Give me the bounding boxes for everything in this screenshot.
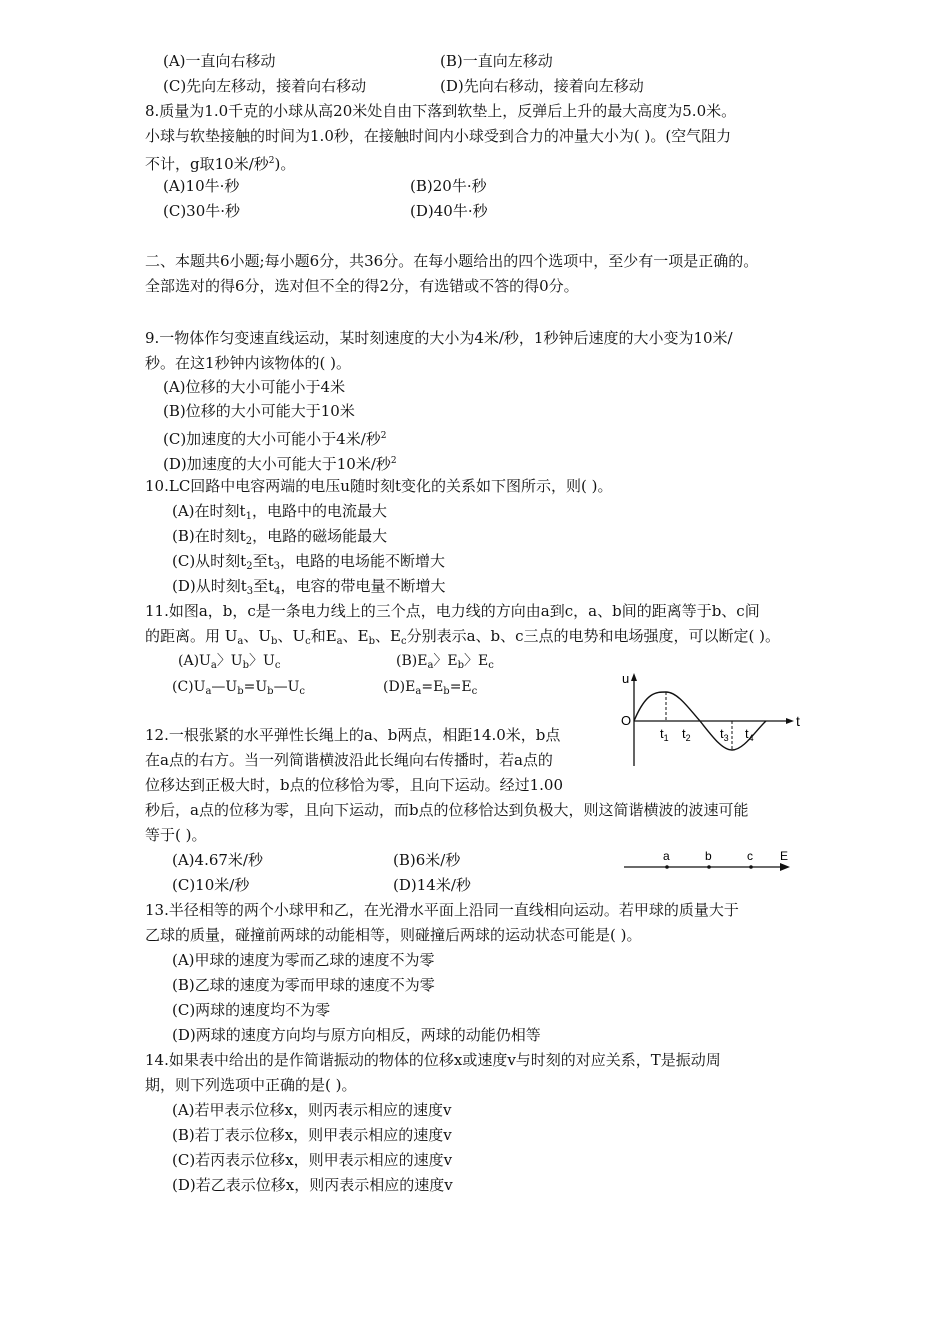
q9-option-d: (D)加速度的大小可能大于10米/秒$^2$ [163, 455, 397, 473]
field-line-arrow [780, 863, 790, 871]
q10-option-d: (D)从时刻$t_3$至$t_4$，电容的带电量不断增大 [172, 577, 446, 597]
q10-line-1: 10.LC回路中电容两端的电压u随时刻t变化的关系如下图所示，则( )。 [145, 477, 613, 495]
q13-option-d: (D)两球的速度方向均与原方向相反，两球的动能仍相等 [172, 1026, 541, 1044]
q12-option-b: (B)6米/秒 [393, 851, 461, 869]
q11-option-b: $(B)E_a$〉$E_b$〉$E_c$ [396, 653, 494, 671]
label-t: t [796, 713, 800, 729]
q12-line-1: 12.一根张紧的水平弹性长绳上的a、b两点，相距14.0米，b点 [145, 726, 561, 744]
label-c: c [747, 849, 753, 863]
q7-option-c: (C)先向左移动，接着向右移动 [163, 77, 367, 95]
q8-option-a: (A)10牛·秒 [163, 177, 240, 195]
q11-option-a: $(A)U_a$〉$U_b$〉$U_c$ [178, 653, 281, 671]
q14-option-a: (A)若甲表示位移x，则丙表示相应的速度v [172, 1101, 452, 1119]
q8-option-d: (D)40牛·秒 [410, 202, 488, 220]
section2-line-1: 二、本题共6小题;每小题6分，共36分。在每小题给出的四个选项中，至少有一项是正确的。 [145, 252, 759, 270]
label-t3: $t_3$ [720, 726, 729, 743]
label-t4: $t_4$ [745, 726, 754, 743]
label-a: a [663, 849, 670, 863]
q9-option-a: (A)位移的大小可能小于4米 [163, 378, 346, 396]
section2-line-2: 全部选对的得6分，选对但不全的得2分，有选错或不答的得0分。 [145, 277, 579, 295]
q12-line-4: 秒后，a点的位移为零，且向下运动，而b点的位移恰达到负极大，则这简谐横波的波速可能 [145, 801, 749, 819]
u-t-waveform-figure [616, 670, 806, 770]
q8-line-3: 不计，g取10米/秒$^2$)。 [145, 155, 296, 173]
q14-option-d: (D)若乙表示位移x，则丙表示相应的速度v [172, 1176, 453, 1194]
q11-line-2: 的距离。用 $U_a$、$U_b$、$U_c$和$E_a$、$E_b$、$E_c$分别表示a、b、c三点的电势和电场强度，可以断定( )。 [145, 627, 780, 647]
q8-option-c: (C)30牛·秒 [163, 202, 241, 220]
label-o: O [621, 713, 632, 728]
label-b: b [705, 849, 712, 863]
point-c [749, 865, 753, 869]
q13-line-2: 乙球的质量，碰撞前两球的动能相等，则碰撞后两球的运动状态可能是( )。 [145, 926, 642, 944]
q12-option-a: (A)4.67米/秒 [172, 851, 263, 869]
q9-option-b: (B)位移的大小可能大于10米 [163, 402, 355, 420]
q12-option-d: (D)14米/秒 [393, 876, 471, 894]
q8-option-b: (B)20牛·秒 [410, 177, 487, 195]
q12-option-c: (C)10米/秒 [172, 876, 250, 894]
electric-field-line-figure [620, 842, 800, 876]
t-axis-arrow [786, 718, 794, 724]
q10-option-c: (C)从时刻$t_2$至$t_3$，电路的电场能不断增大 [172, 552, 446, 572]
label-u: u [622, 671, 630, 686]
q14-line-2: 期，则下列选项中正确的是( )。 [145, 1076, 357, 1094]
q7-option-b: (B)一直向左移动 [440, 52, 553, 70]
q14-option-b: (B)若丁表示位移x，则甲表示相应的速度v [172, 1126, 452, 1144]
point-a [665, 865, 669, 869]
q8-line-1: 8.质量为1.0千克的小球从高20米处自由下落到软垫上，反弹后上升的最大高度为5.0米。 [145, 102, 737, 120]
q9-line-2: 秒。在这1秒钟内该物体的( )。 [145, 354, 352, 372]
q12-line-2: 在a点的右方。当一列简谐横波沿此长绳向右传播时，若a点的 [145, 751, 553, 769]
q11-option-d: $(D)E_a=E_b=E_c$ [383, 679, 478, 697]
q14-line-1: 14.如果表中给出的是作简谐振动的物体的位移x或速度v与时刻的对应关系，T是振动周 [145, 1051, 721, 1069]
q13-option-c: (C)两球的速度均不为零 [172, 1001, 331, 1019]
q13-option-a: (A)甲球的速度为零而乙球的速度不为零 [172, 951, 435, 969]
label-t2: $t_2$ [682, 726, 691, 743]
label-e: E [780, 849, 789, 863]
point-b [707, 865, 711, 869]
q12-line-5: 等于( )。 [145, 826, 207, 844]
q12-line-3: 位移达到正极大时，b点的位移恰为零，且向下运动。经过1.00 [145, 776, 564, 794]
q10-option-a: (A)在时刻$t_1$，电路中的电流最大 [172, 502, 387, 522]
q14-option-c: (C)若丙表示位移x，则甲表示相应的速度v [172, 1151, 453, 1169]
q13-line-1: 13.半径相等的两个小球甲和乙，在光滑水平面上沿同一直线相向运动。若甲球的质量大于 [145, 901, 739, 919]
q11-line-1: 11.如图a，b，c是一条电力线上的三个点，电力线的方向由a到c，a、b间的距离等于b、c间 [145, 602, 760, 620]
q7-option-d: (D)先向右移动，接着向左移动 [440, 77, 644, 95]
q8-line-2: 小球与软垫接触的时间为1.0秒，在接触时间内小球受到合力的冲量大小为( )。(空气阻力 [145, 127, 732, 145]
q13-option-b: (B)乙球的速度为零而甲球的速度不为零 [172, 976, 435, 994]
label-t1: $t_1$ [660, 726, 669, 743]
u-axis-arrow [631, 673, 637, 681]
q11-option-c: $(C)U_a—U_b=U_b—U_c$ [172, 679, 305, 697]
q9-line-1: 9.一物体作匀变速直线运动，某时刻速度的大小为4米/秒，1秒钟后速度的大小变为10米/ [145, 329, 733, 347]
q7-option-a: (A)一直向右移动 [163, 52, 276, 70]
q9-option-c: (C)加速度的大小可能小于4米/秒$^2$ [163, 430, 387, 448]
q10-option-b: (B)在时刻$t_2$，电路的磁场能最大 [172, 527, 388, 547]
